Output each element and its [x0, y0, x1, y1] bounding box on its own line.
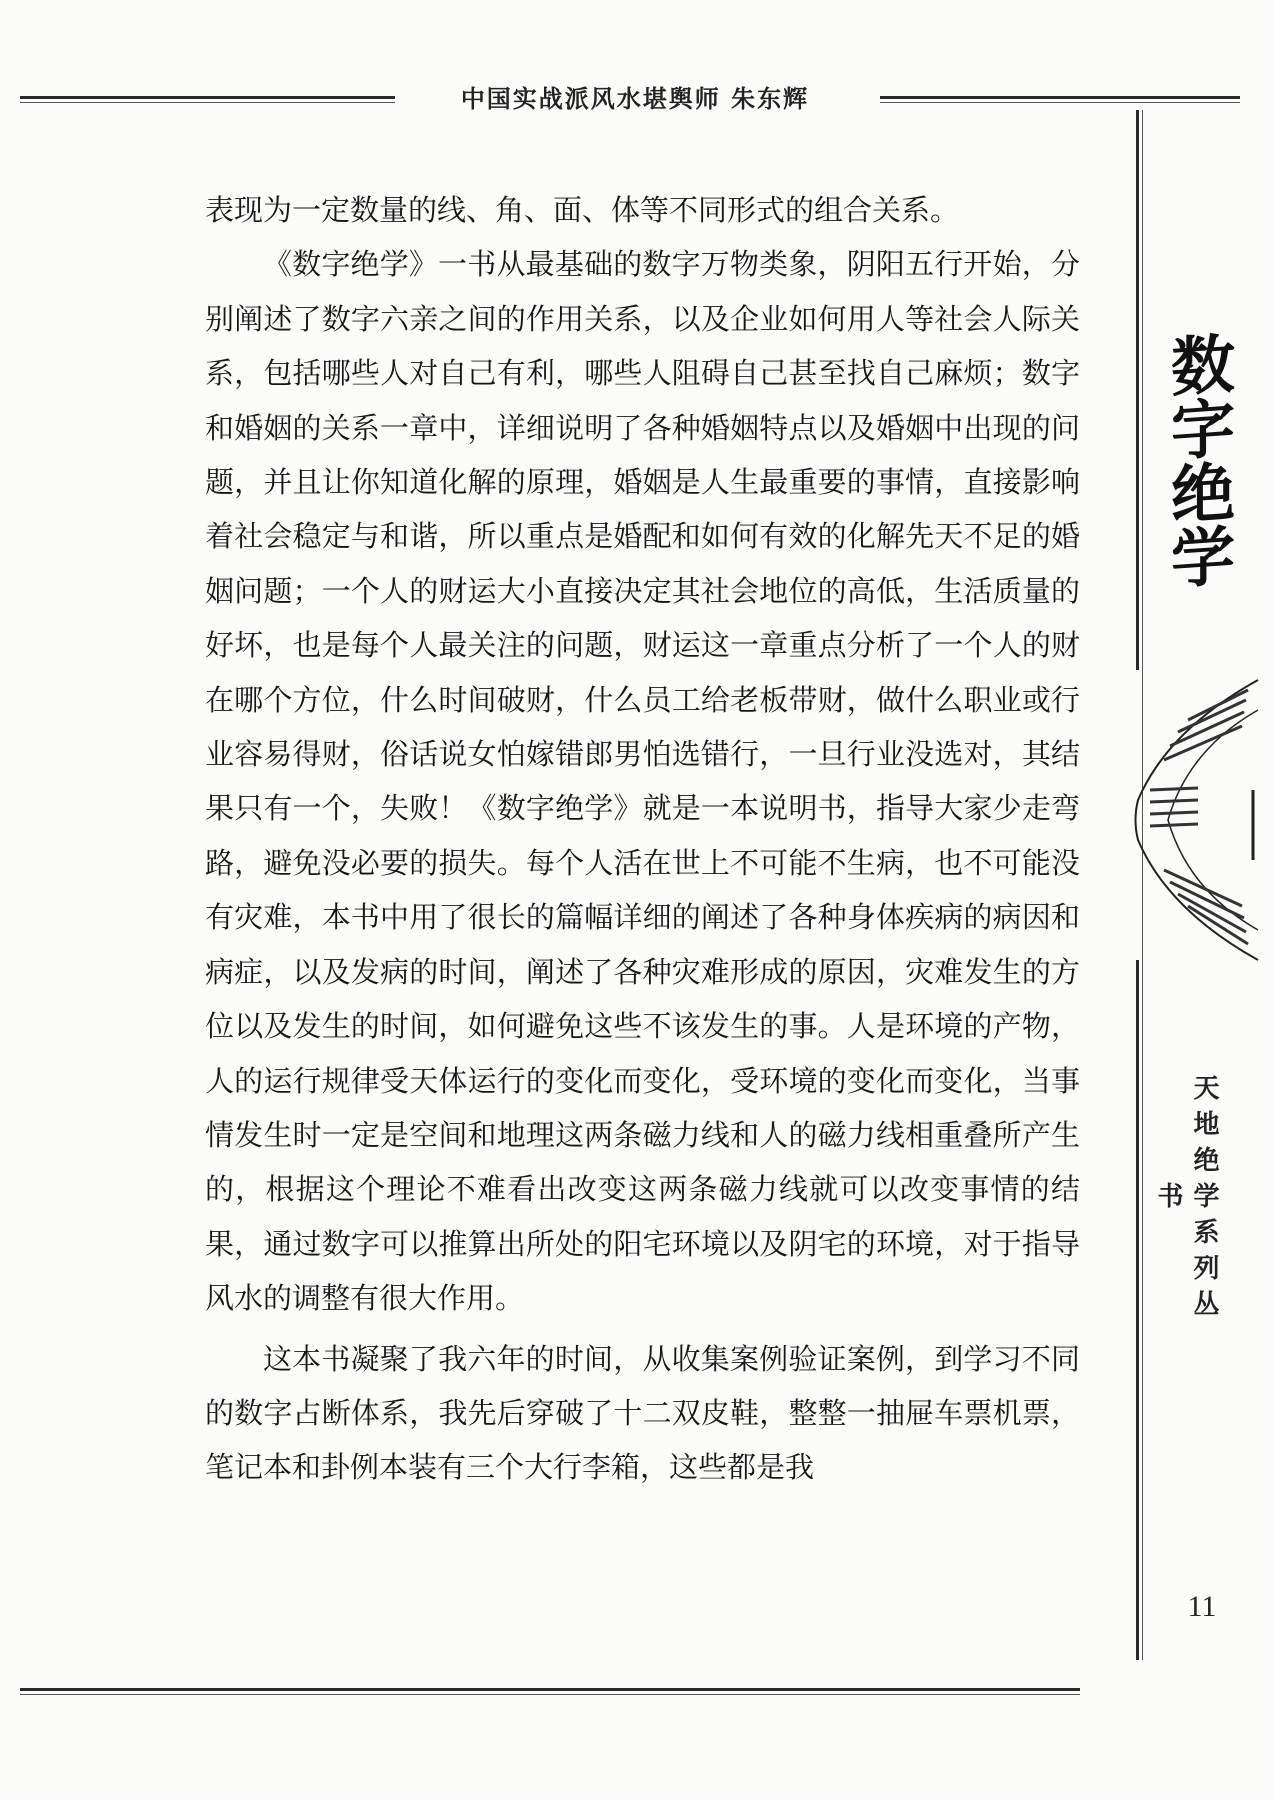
header-rule-right-under [880, 102, 1240, 103]
side-vertical-rule-lower [1136, 960, 1139, 1660]
side-series-title: 天地绝学系列丛书 [1153, 1074, 1219, 1326]
header-rule-left [20, 96, 395, 99]
side-book-title: 数字绝学 [1160, 329, 1235, 591]
fan-emblem-icon [1128, 670, 1262, 970]
paragraph-3: 这本书凝聚了我六年的时间，从收集案例验证案例，到学习不同的数字占断体系，我先后穿破了十二双皮鞋，整整一抽屉车票机票，笔记本和卦例本装有三个大行李箱，这些都是我 [205, 1341, 1080, 1485]
paragraph-2: 《数字绝学》一书从最基础的数字万物类象，阴阳五行开始，分别阐述了数字六亲之间的作用关系，以及企业如何用人等社会人际关系，包括哪些人对自己有利，哪些人阻碍自己甚至找自己麻烦；数字和婚姻的关系一章中，详细说明了各种婚姻特点以及婚姻中出现的问题，并且让你知道化解的原理，婚姻是人生最重要的事情，直接影响着社会稳定与和谐，所以重点是婚配和如何有效的化解先天不足的婚姻问题；一个人的财运大小直接决定其社会地位的高低，生活质量的好坏，也是每个人最关注的问题，财运这一章重点分析了一个人的财在哪个方位，什么时间破财，什么员工给老板带财，做什么职业或行业容易得财，俗话说女怕嫁错郎男怕选错行，一旦行业没选对，其结果只有一个，失败！《数字绝学》就是一本说明书，指导大家少走弯路，避免没必要的损失。每个人活在世上不可能不生病，也不可能没有灾难，本书中用了很长的篇幅详细的阐述了各种身体疾病的病因和病症，以及发病的时间，阐述了各种灾难形成的原因，灾难发生的方位以及发生的时间，如何避免这些不该发生的事。人是环境的产物，人的运行规律受天体运行的变化而变化，受环境的变化而变化，当事情发生时一定是空间和地理这两条磁力线和人的磁力线相重叠所产生的，根据这个理论不难看出改变这两条磁力线就可以改变事情的结果，通过数字可以推算出所处的阳宅环境以及阴宅的环境，对于指导风水的调整有很大作用。 [205, 247, 1080, 1316]
footer-rule [20, 1688, 1080, 1691]
side-vertical-rule [1136, 110, 1139, 670]
header-rule-right [880, 96, 1240, 99]
footer-rule-under [20, 1694, 1080, 1695]
body-text [205, 183, 1080, 1495]
header-rule-left-under [20, 102, 395, 103]
page-number: 11 [1187, 1590, 1217, 1623]
running-header: 中国实战派风水堪舆师 朱东辉 [460, 85, 810, 113]
paragraph-1: 表现为一定数量的线、角、面、体等不同形式的组合关系。 [205, 193, 960, 227]
